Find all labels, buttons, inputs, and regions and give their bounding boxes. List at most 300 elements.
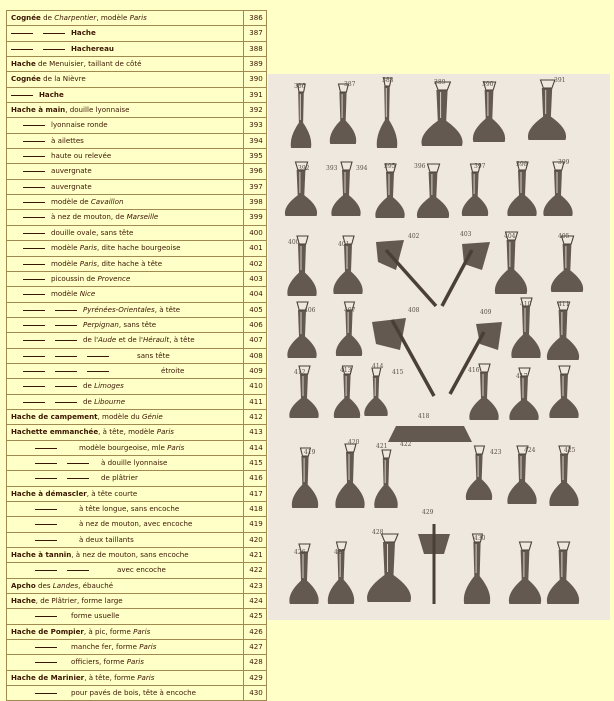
text-segment: modèle [51, 243, 80, 253]
axe-illustration-plate [268, 74, 610, 620]
ditto-dash [23, 395, 45, 403]
plate-caption: 427 [334, 549, 346, 556]
item-description [7, 11, 244, 25]
text-segment: Paris [126, 657, 144, 667]
axe-head-icon [549, 374, 578, 418]
axe-head-icon [543, 170, 572, 216]
axe-catalog-table [6, 10, 267, 701]
table-row [6, 42, 267, 57]
table-row [6, 333, 267, 348]
table-row [6, 533, 267, 548]
text-segment: lyonnaise ronde [51, 120, 108, 130]
item-description [7, 257, 244, 271]
axe-head-icon [418, 534, 450, 554]
axe-head-icon [547, 550, 579, 604]
table-row [6, 686, 267, 701]
text-segment: , dite hache à tête [96, 258, 163, 268]
text-segment: Paris [79, 258, 97, 268]
text-segment: des [35, 580, 53, 590]
ditto-dash [23, 226, 45, 234]
ditto-dash [23, 134, 45, 142]
item-number: 426 [249, 626, 263, 636]
text-segment: forme usuelle [71, 611, 120, 621]
axe-head-icon [507, 170, 536, 216]
text-segment: , dite hache bourgeoise [96, 243, 181, 253]
text-segment: , modèle du [97, 411, 143, 421]
item-number: 425 [249, 611, 263, 621]
plate-caption: 392 [298, 165, 310, 172]
axe-head-icon [528, 88, 566, 140]
plate-caption: 411 [558, 301, 570, 308]
table-row [6, 517, 267, 532]
text-segment: , de Plâtrier, forme large [35, 596, 123, 606]
axe-head-icon [375, 172, 404, 218]
item-description [7, 318, 244, 332]
ditto-dash [23, 303, 45, 311]
table-row [6, 287, 267, 302]
text-segment: Hache à tannin [11, 550, 72, 560]
plate-caption: 412 [294, 369, 306, 376]
ditto-dash [23, 118, 45, 126]
axe-head-icon [292, 456, 318, 508]
table-row [6, 118, 267, 133]
item-description [7, 303, 244, 317]
item-number: 390 [249, 74, 263, 84]
ditto-dash [55, 318, 77, 326]
item-description [7, 579, 244, 593]
table-row [6, 625, 267, 640]
plate-caption: 390 [482, 81, 494, 88]
item-description [7, 272, 244, 286]
plate-caption: 394 [356, 165, 368, 172]
text-segment: Hache [11, 59, 36, 69]
item-description [7, 349, 244, 363]
text-segment: à nez de mouton, de [51, 212, 127, 222]
ditto-dash [23, 333, 45, 341]
item-description [7, 241, 244, 255]
text-segment: , à tête, forme [84, 672, 138, 682]
text-segment: Hache [39, 89, 64, 99]
item-description [7, 640, 244, 654]
plate-caption: 400 [288, 239, 300, 246]
axe-head-icon [377, 86, 398, 148]
axe-head-icon [287, 310, 316, 358]
item-number: 407 [249, 335, 263, 345]
table-row [6, 671, 267, 686]
text-segment: Pyrénées-Orientales [83, 304, 155, 314]
text-segment: modèle bourgeoise, mle [79, 442, 168, 452]
text-segment: à deux taillants [79, 534, 134, 544]
ditto-dash [23, 257, 45, 265]
text-segment: Charpentier [54, 13, 97, 22]
text-segment: Marseille [126, 212, 159, 222]
ditto-dash [23, 364, 45, 372]
ditto-dash [23, 164, 45, 172]
axe-head-icon [287, 244, 316, 296]
ditto-dash [67, 471, 89, 479]
item-number: 408 [249, 350, 263, 360]
item-description [7, 134, 244, 148]
ditto-dash [55, 364, 77, 372]
table-row [6, 180, 267, 195]
item-number: 402 [249, 258, 263, 268]
axe-head-icon [331, 170, 360, 216]
text-segment: modèle de [51, 197, 91, 207]
table-row [6, 72, 267, 87]
plate-caption: 420 [348, 439, 360, 446]
item-description [7, 517, 244, 531]
ditto-dash [23, 318, 45, 326]
text-segment: Perpignan [83, 319, 119, 329]
item-number: 422 [249, 565, 263, 575]
table-row [6, 379, 267, 394]
text-segment: de la Nièvre [40, 74, 86, 84]
text-segment: et de l' [116, 335, 143, 345]
item-description [7, 502, 244, 516]
table-row [6, 395, 267, 410]
ditto-dash [55, 349, 77, 357]
text-segment: , douille lyonnaise [65, 105, 130, 115]
item-number: 399 [249, 212, 263, 222]
text-segment: de l' [83, 335, 99, 345]
ditto-dash [11, 88, 33, 96]
item-number: 398 [249, 197, 263, 207]
axe-engraving [268, 74, 610, 620]
axe-eye-icon [541, 80, 555, 88]
text-segment: Hache [11, 596, 36, 606]
item-number: 410 [249, 381, 263, 391]
item-number: 389 [249, 59, 263, 69]
axe-head-icon [291, 92, 312, 148]
table-row [6, 257, 267, 272]
text-segment: Hache à démascler [11, 488, 87, 498]
plate-caption: 406 [304, 307, 316, 314]
item-number: 429 [249, 672, 263, 682]
item-number: 423 [249, 580, 263, 590]
item-description [7, 456, 244, 470]
plate-caption: 421 [376, 443, 388, 450]
ditto-dash [43, 42, 65, 50]
item-number: 392 [249, 105, 263, 115]
ditto-dash [11, 42, 33, 50]
text-segment: pour pavés de bois, tête à encoche [71, 688, 197, 698]
item-number: 386 [249, 13, 263, 22]
axe-head-icon [374, 458, 397, 508]
plate-caption: 393 [326, 165, 338, 172]
item-number: 404 [249, 289, 263, 299]
text-segment: , à tête, modèle [98, 427, 157, 437]
ditto-dash [55, 395, 77, 403]
text-segment: picoussin de [51, 273, 98, 283]
plate-caption: 428 [372, 529, 384, 536]
axe-head-icon [473, 90, 505, 142]
item-number: 430 [249, 688, 263, 698]
item-description [7, 395, 244, 409]
item-number: 394 [249, 135, 263, 145]
axe-head-icon [509, 376, 538, 420]
item-number: 416 [249, 473, 263, 483]
table-row [6, 563, 267, 578]
ditto-dash [23, 379, 45, 387]
plate-caption: 408 [408, 307, 420, 314]
table-row [6, 11, 267, 26]
text-segment: modèle [51, 289, 80, 299]
item-number: 397 [249, 181, 263, 191]
item-number: 411 [249, 396, 263, 406]
item-description [7, 487, 244, 501]
plate-caption: 405 [558, 233, 570, 240]
plate-caption: 409 [480, 309, 492, 316]
item-number: 388 [249, 43, 263, 53]
axe-head-icon [466, 454, 492, 500]
plate-caption: 389 [434, 79, 446, 86]
table-row [6, 456, 267, 471]
text-segment: sans tête [137, 350, 170, 360]
text-segment: , à pic, forme [83, 626, 134, 636]
item-number: 393 [249, 120, 263, 130]
table-row [6, 471, 267, 486]
ditto-dash [55, 333, 77, 341]
text-segment: Hache à main [11, 105, 66, 115]
axe-head-icon [469, 372, 498, 420]
item-description [7, 533, 244, 547]
item-description [7, 364, 244, 378]
plate-caption: 415 [392, 369, 404, 376]
axe-head-icon [462, 242, 490, 270]
plate-caption: 422 [400, 441, 412, 448]
axe-eye-icon [479, 364, 490, 372]
ditto-dash [23, 241, 45, 249]
item-number: 413 [249, 427, 263, 437]
ditto-dash [35, 640, 57, 648]
axe-head-icon [511, 306, 540, 358]
item-description [7, 625, 244, 639]
plate-caption: 419 [304, 449, 316, 456]
item-description [7, 379, 244, 393]
table-row [6, 579, 267, 594]
item-number: 405 [249, 304, 263, 314]
ditto-dash [23, 149, 45, 157]
axe-eye-icon [520, 542, 532, 550]
text-segment: , à nez de mouton, sans encoche [71, 550, 189, 560]
text-segment: Hachette emmanchée [11, 427, 99, 437]
axe-handle-icon [450, 332, 484, 394]
table-row [6, 195, 267, 210]
text-segment: Cognée [11, 13, 41, 22]
axe-head-icon [549, 454, 578, 506]
text-segment: manche fer, forme [71, 642, 140, 652]
ditto-dash [35, 456, 57, 464]
table-row [6, 26, 267, 41]
ditto-dash [67, 456, 89, 464]
text-segment: de [83, 381, 95, 391]
table-row [6, 364, 267, 379]
axe-eye-icon [559, 366, 570, 374]
text-segment: Nice [79, 289, 96, 299]
axe-head-icon [462, 172, 488, 216]
item-number: 427 [249, 642, 263, 652]
ditto-dash [35, 563, 57, 571]
ditto-dash [55, 379, 77, 387]
ditto-dash [23, 210, 45, 218]
ditto-dash [23, 349, 45, 357]
plate-caption: 386 [294, 83, 306, 90]
ditto-dash [87, 364, 109, 372]
item-number: 428 [249, 657, 263, 667]
item-description [7, 118, 244, 132]
axe-eye-icon [341, 162, 352, 170]
text-segment: Paris [139, 642, 157, 652]
axe-eye-icon [382, 450, 391, 458]
ditto-dash [87, 349, 109, 357]
plate-caption: 388 [382, 77, 394, 84]
text-segment: Cavaillon [90, 197, 124, 207]
axe-head-icon [476, 322, 502, 350]
table-row [6, 149, 267, 164]
item-description [7, 103, 244, 117]
ditto-dash [23, 272, 45, 280]
item-number: 387 [249, 28, 263, 38]
item-number: 421 [249, 550, 263, 560]
table-row [6, 502, 267, 517]
ditto-dash [35, 609, 57, 617]
item-description [7, 149, 244, 163]
text-segment: Hérault [142, 335, 170, 345]
item-number: 417 [249, 488, 263, 498]
plate-caption: 416 [468, 367, 480, 374]
item-number: 400 [249, 227, 263, 237]
item-number: 406 [249, 319, 263, 329]
text-segment: Hachereau [71, 43, 114, 53]
axe-head-icon [551, 244, 583, 292]
plate-caption: 398 [516, 161, 528, 168]
item-description [7, 226, 244, 240]
item-description [7, 563, 244, 577]
axe-head-icon [417, 172, 449, 218]
text-segment: à ailettes [51, 135, 84, 145]
text-segment: Paris [167, 442, 185, 452]
item-number: 401 [249, 243, 263, 253]
item-number: 419 [249, 519, 263, 529]
ditto-dash [35, 517, 57, 525]
item-description [7, 655, 244, 669]
text-segment: , à tête [169, 335, 195, 345]
table-row [6, 318, 267, 333]
text-segment: Hache de Marinier [11, 672, 85, 682]
text-segment: douille ovale, sans tête [51, 227, 134, 237]
text-segment: auvergnate [51, 166, 92, 176]
plate-caption: 430 [474, 535, 486, 542]
text-segment: , modèle [96, 13, 130, 22]
item-description [7, 425, 244, 439]
axe-head-icon [285, 170, 317, 216]
text-segment: modèle [51, 258, 80, 268]
text-segment: Paris [129, 13, 147, 22]
plate-caption: 413 [340, 367, 352, 374]
text-segment: de [40, 13, 55, 22]
item-description [7, 471, 244, 485]
text-segment: étroite [161, 365, 185, 375]
plate-caption: 425 [564, 447, 576, 454]
ditto-dash [35, 655, 57, 663]
axe-eye-icon [428, 164, 440, 172]
plate-caption: 429 [422, 509, 434, 516]
table-row [6, 57, 267, 72]
item-description [7, 42, 244, 56]
axe-eye-icon [475, 446, 485, 454]
plate-caption: 395 [384, 163, 396, 170]
axe-head-icon [328, 550, 354, 604]
item-description [7, 164, 244, 178]
text-segment: Limoges [94, 381, 124, 391]
item-number: 420 [249, 534, 263, 544]
axe-head-icon [509, 550, 541, 604]
item-description [7, 410, 244, 424]
ditto-dash [11, 26, 33, 34]
axe-head-icon [289, 374, 318, 418]
axe-head-icon [547, 310, 579, 360]
text-segment: de [83, 396, 95, 406]
text-segment: à douille lyonnaise [101, 457, 168, 467]
text-segment: Apcho [11, 580, 36, 590]
axe-head-icon [333, 244, 362, 294]
item-description [7, 88, 244, 102]
table-row [6, 134, 267, 149]
ditto-dash [35, 441, 57, 449]
item-description [7, 26, 244, 40]
table-row [6, 425, 267, 440]
table-row [6, 164, 267, 179]
item-description [7, 210, 244, 224]
table-row [6, 303, 267, 318]
text-segment: Libourne [94, 396, 126, 406]
text-segment: , à tête [154, 304, 181, 314]
plate-caption: 417 [516, 373, 528, 380]
axe-head-icon [364, 376, 387, 416]
plate-caption: 399 [558, 159, 570, 166]
item-number: 396 [249, 166, 263, 176]
axe-eye-icon [558, 542, 570, 550]
text-segment: Provence [97, 273, 131, 283]
table-row [6, 241, 267, 256]
table-row [6, 548, 267, 563]
axe-head-icon [372, 318, 406, 350]
text-segment: , à tête courte [86, 488, 138, 498]
text-segment: de plâtrier [101, 473, 138, 483]
axe-head-icon [330, 92, 356, 144]
ditto-dash [35, 471, 57, 479]
axe-head-icon [388, 426, 472, 442]
item-description [7, 686, 244, 700]
item-number: 391 [249, 89, 263, 99]
table-row [6, 88, 267, 103]
plate-caption: 407 [344, 307, 356, 314]
ditto-dash [43, 26, 65, 34]
item-description [7, 57, 244, 71]
ditto-dash [55, 303, 77, 311]
plate-caption: 402 [408, 233, 420, 240]
item-description [7, 671, 244, 685]
table-row [6, 349, 267, 364]
ditto-dash [67, 563, 89, 571]
text-segment: à nez de mouton, avec encoche [79, 519, 193, 529]
item-description [7, 195, 244, 209]
table-row [6, 609, 267, 624]
item-number: 418 [249, 504, 263, 513]
text-segment: Hache de campement [11, 411, 98, 421]
axe-head-icon [507, 454, 536, 504]
plate-caption: 404 [504, 233, 516, 240]
